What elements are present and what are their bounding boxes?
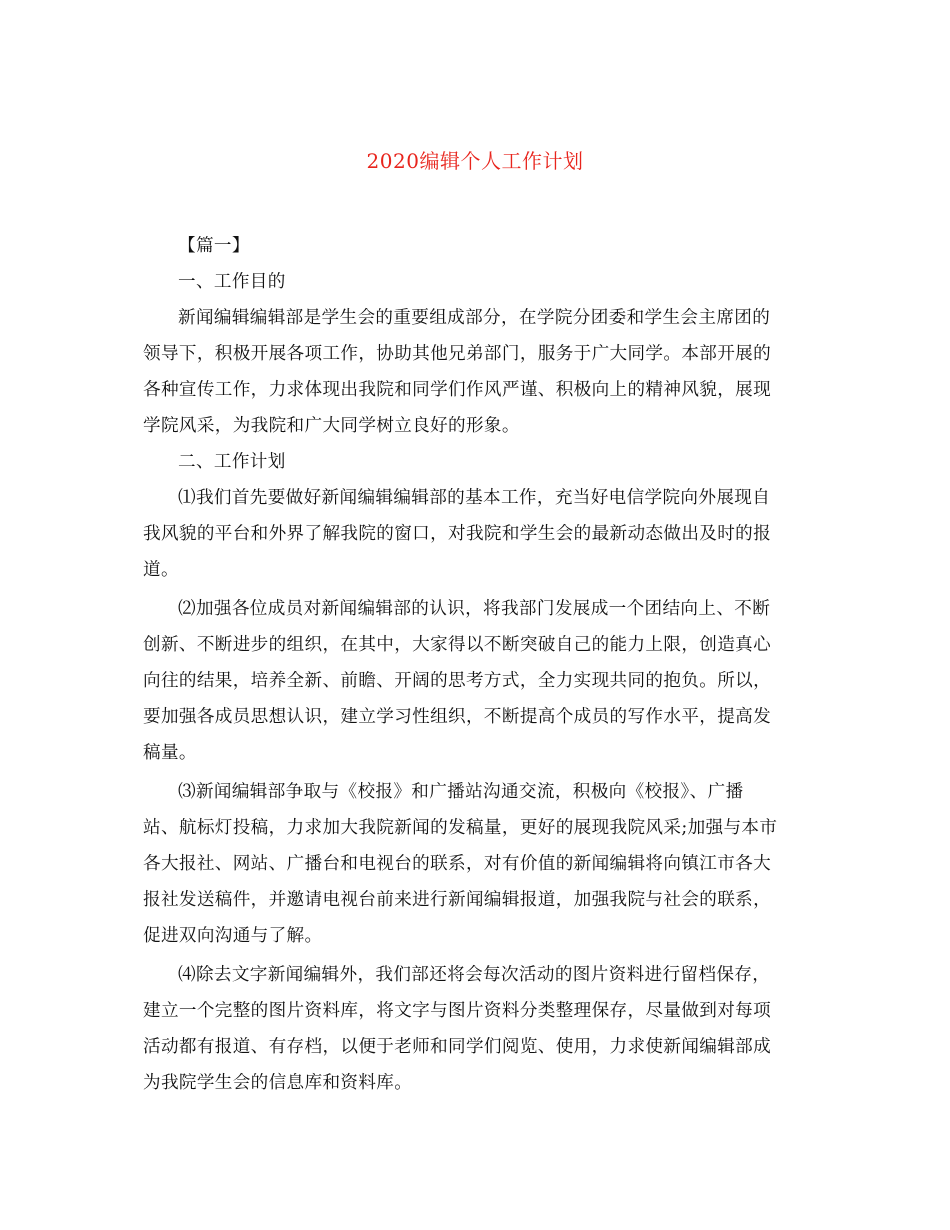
paragraph-line: ⑶新闻编辑部争取与《校报》和广播站沟通交流，积极向《校报》、广播 bbox=[178, 782, 744, 802]
section-label: 【篇一】 bbox=[178, 236, 250, 256]
paragraph-line: 稿量。 bbox=[143, 743, 197, 763]
paragraph-line: 各大报社、网站、广播台和电视台的联系，对有价值的新闻编辑将向镇江市各大 bbox=[143, 854, 772, 874]
paragraph-line: 站、航标灯投稿，力求加大我院新闻的发稿量，更好的展现我院风采;加强与本市 bbox=[143, 818, 778, 838]
paragraph-line: 领导下，积极开展各项工作，协助其他兄弟部门，服务于广大同学。本部开展的 bbox=[143, 344, 772, 364]
paragraph-line: 促进双向沟通与了解。 bbox=[143, 926, 323, 946]
heading-work-purpose: 一、工作目的 bbox=[178, 272, 286, 292]
plan-item-1 bbox=[143, 480, 809, 588]
paragraph-line: 道。 bbox=[143, 560, 179, 580]
paragraph-line: 要加强各成员思想认识，建立学习性组织，不断提高个成员的写作水平，提高发 bbox=[143, 707, 772, 727]
paragraph-purpose bbox=[143, 300, 809, 444]
paragraph-line: 为我院学生会的信息库和资料库。 bbox=[143, 1073, 413, 1093]
paragraph-line: 活动都有报道、有存档，以便于老师和同学们阅览、使用，力求使新闻编辑部成 bbox=[143, 1037, 772, 1057]
plan-item-2 bbox=[143, 591, 809, 771]
paragraph-line: ⑵加强各位成员对新闻编辑部的认识，将我部门发展成一个团结向上、不断 bbox=[178, 599, 771, 619]
document-body bbox=[143, 228, 809, 1101]
paragraph-line: 各种宣传工作，力求体现出我院和同学们作风严谨、积极向上的精神风貌，展现 bbox=[143, 380, 772, 400]
paragraph-line: ⑷除去文字新闻编辑外，我们部还将会每次活动的图片资料进行留档保存， bbox=[178, 965, 771, 985]
heading-work-plan: 二、工作计划 bbox=[178, 452, 286, 472]
document-title: 2020编辑个人工作计划 bbox=[366, 149, 584, 173]
paragraph-line: 报社发送稿件，并邀请电视台前来进行新闻编辑报道，加强我院与社会的联系， bbox=[143, 890, 772, 910]
paragraph-line: 新闻编辑编辑部是学生会的重要组成部分，在学院分团委和学生会主席团的 bbox=[178, 308, 771, 328]
paragraph-line: 学院风采，为我院和广大同学树立良好的形象。 bbox=[143, 416, 520, 436]
paragraph-line: 我风貌的平台和外界了解我院的窗口，对我院和学生会的最新动态做出及时的报 bbox=[143, 524, 772, 544]
paragraph-line: 向往的结果，培养全新、前瞻、开阔的思考方式，全力实现共同的抱负。所以， bbox=[143, 671, 772, 691]
paragraph-line: 创新、不断进步的组织，在其中，大家得以不断突破自己的能力上限，创造真心 bbox=[143, 635, 772, 655]
plan-item-3 bbox=[143, 774, 809, 954]
paragraph-line: ⑴我们首先要做好新闻编辑编辑部的基本工作，充当好电信学院向外展现自 bbox=[178, 488, 771, 508]
paragraph-line: 建立一个完整的图片资料库，将文字与图片资料分类整理保存，尽量做到对每项 bbox=[143, 1001, 772, 1021]
plan-item-4 bbox=[143, 957, 809, 1101]
